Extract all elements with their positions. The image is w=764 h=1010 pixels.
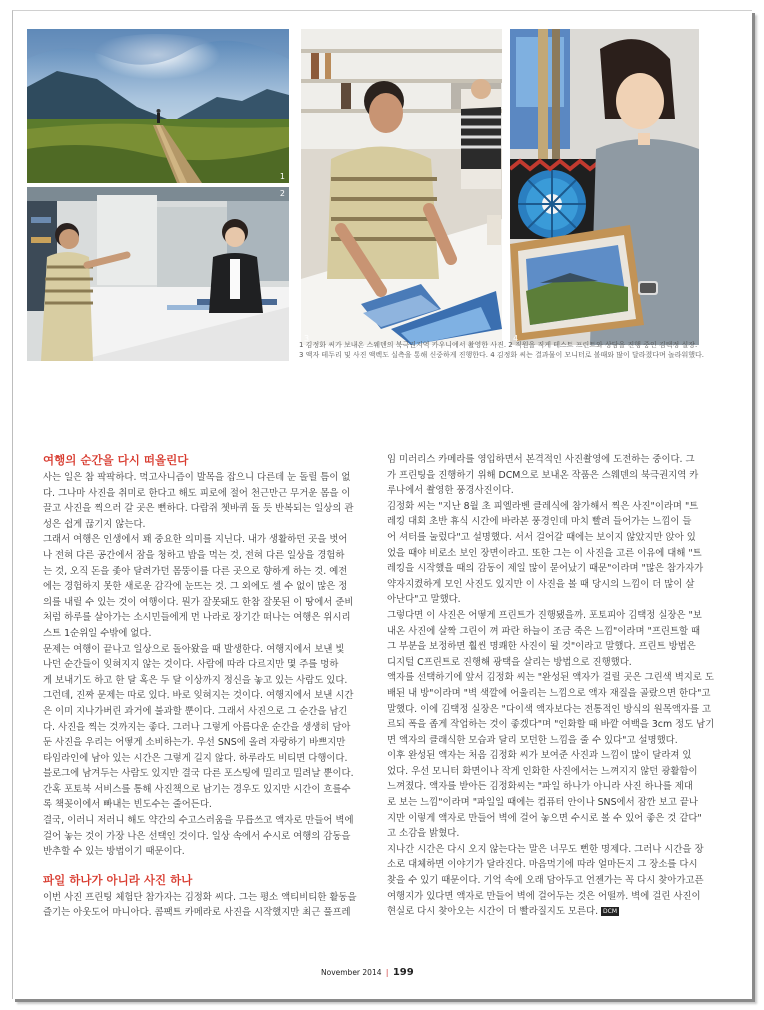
magazine-page <box>12 10 752 999</box>
text-line: 성은 쉽게 끊기지 않는다. <box>43 518 146 530</box>
caption-line-2: 3 액자 테두리 및 사진 액렉도 실측을 통해 신중하게 진행한다. 4 김정화 씨는 결과물이 모니터로 볼때와 많이 달라졌다며 놀라워했다. <box>299 350 705 359</box>
framed-result-illustration <box>510 29 699 345</box>
photo-captions <box>299 341 744 360</box>
text-line: 지만 이렇게 액자로 만들어 벽에 걸어 놓으면 수시로 볼 수 있어 좋은 것 같다" <box>387 812 702 824</box>
text-line: 디지털 C프린트로 진행해 광택을 살리는 방법으로 진행했다. <box>387 656 632 668</box>
fan-decoration <box>518 170 586 238</box>
photo-3-framing <box>301 29 502 345</box>
photo-4-framed-result <box>510 29 699 345</box>
photo-number-3: 3 <box>304 334 310 343</box>
text-line: 지나간 시간은 다시 오지 않는다는 말은 너무도 뻔한 명제다. 그러나 시간을 장 <box>387 843 704 855</box>
section-heading-1: 여행의 순간을 다시 떠올린다 <box>43 453 189 467</box>
text-line: 타임라인에 남아 있는 시간은 그렇게 길지 않다. 하루라도 비티면 다행이다. <box>43 752 348 764</box>
framing-illustration <box>301 29 502 345</box>
text-line: 다. 그나마 사진을 취미로 한다고 해도 피로에 절어 천근만근 무거운 몸을 이 <box>43 487 351 499</box>
text-line: 문제는 여행이 끝나고 일상으로 돌아왔을 때 발생한다. 여행지에서 보낸 빛 <box>43 643 345 655</box>
text-line: 나던 순간들이 잊혀지지 않는 것이다. 사람에 따라 다르지만 몇 주를 멍하 <box>43 659 339 671</box>
text-line: 그런데, 진짜 문제는 따로 있다. 바로 잊혀지는 것이다. 여행지에서 보낸 시간 <box>43 690 354 702</box>
text-line: 소로 대체하면 이야기가 달라진다. 마음먹기에 따라 얼마든지 그 장소를 다시 <box>387 859 698 871</box>
text-line: 어 셔터를 눌렀다"고 설명했다. 서서 걸어갈 때에는 보이지 않았지만 앉아 있 <box>387 531 696 543</box>
text-line: 레킹을 시작했을 때의 감동이 제일 많이 묻어났기 때문"이라며 "많은 참가자가 <box>387 563 704 575</box>
text-line: 이번 사진 프린팅 체험단 참가자는 김정화 씨다. 그는 평소 액티비티한 활동을 <box>43 891 357 903</box>
text-line: 나 전혀 다른 공간에서 잠을 청하고 밥을 먹는 것, 전혀 다른 일상을 경험하 <box>43 549 345 561</box>
text-line: 이후 완성된 액자는 처음 김정화 씨가 보여준 사진과 느낌이 많이 달라져 있 <box>387 750 692 762</box>
footer-issue-date: November 2014 <box>321 968 382 977</box>
photo-number-1: 1 <box>279 172 285 181</box>
text-line: 고 소감을 밝혔다. <box>387 828 460 840</box>
text-line: 끌고 사진을 찍으러 갈 곳은 뻔하다. 다람쥐 쳇바퀴 돌 듯 반복되는 일상의 관 <box>43 503 354 515</box>
text-line: 그래서 여행은 인생에서 꽤 중요한 의미를 지닌다. 내가 생활하던 곳을 벗어 <box>43 534 348 546</box>
text-line: 처럼 하루를 살아가는 소시민들에게 먼 나라로 장기간 떠나는 여행은 위시리 <box>43 612 351 624</box>
article-left-column <box>43 452 377 921</box>
section2-body <box>43 890 377 921</box>
text-line: 었다. 우선 모니터 화면이나 작게 인화한 사진에서는 느껴지지 않던 광활함이 <box>387 765 698 777</box>
text-line: 의를 내릴 수 있는 것이 여행이다. 뭔가 잘못돼도 한참 잘못된 이 땅에서 준비 <box>43 596 354 608</box>
dcm-end-mark: DCM <box>603 908 618 916</box>
text-line: 레킹 대회 초반 휴식 시간에 바라본 풍경인데 마치 빨려 들어가는 느낌이 들 <box>387 516 692 528</box>
right-column-body <box>387 452 731 920</box>
text-line: 록 책꽂이에서 빠내는 빈도수는 줄어든다. <box>43 799 212 811</box>
text-line: 김정화 씨는 "지난 8월 초 피엘라벤 클레식에 참가해서 찍은 사진"이라며 "트 <box>387 500 699 512</box>
consultation-illustration <box>27 187 289 361</box>
text-line: 사는 일은 참 팍팍하다. 먹고사니즘이 발목을 잡으니 다른데 눈 돌릴 틈이 없 <box>43 472 351 483</box>
text-line: 로 보는 느낌"이라며 "파일일 때에는 컴퓨터 안이나 SNS에서 잠깐 보고 끝나 <box>387 797 698 809</box>
text-line: 말했다. 이에 김택정 실장은 "다이색 액자보다는 전통적인 방식의 원목액자를 고 <box>387 703 711 715</box>
text-line: 은 이미 지나가버린 과거에 불과할 뿐이다. 그래서 사진으로 그 순간을 남긴 <box>43 705 348 717</box>
page-footer <box>321 967 414 978</box>
text-line: 배된 내 방"이라며 "벽 색깔에 어울리는 느낌으로 액자 재질을 골랐으면 한다"고 <box>387 687 711 699</box>
text-line: 그렇다면 이 사진은 어떻게 프린트가 진행됐을까. 포토피아 김택정 실장은 "보 <box>387 609 702 621</box>
text-line: 르되 폭을 좁게 작업하는 것이 좋겠다"며 "인화할 때 바깥 여백을 3cm 정도 남기 <box>387 719 715 731</box>
text-line: 다. 사진을 찍는 것까지는 좋다. 그러나 그렇게 아름다운 순간을 생생히 담아 <box>43 721 351 733</box>
text-line: 간혹 포토북 서비스를 통해 사진책으로 남기는 경우도 있지만 시간이 흐를수 <box>43 783 351 795</box>
text-line: 반추할 수 있는 방법이기 때문이다. <box>43 846 185 858</box>
section1-body <box>43 470 377 860</box>
article-right-column <box>387 452 731 920</box>
text-line: 아난다"고 말했다. <box>387 594 461 606</box>
photo-number-4: 4 <box>513 334 519 343</box>
page-number: 199 <box>392 967 414 978</box>
text-line-last <box>387 904 731 920</box>
text-line: 블로그에 남겨두는 사람도 있지만 결국 다른 포스팅에 밀리고 밀려날 뿐이다. <box>43 768 354 780</box>
text-line: 여행지가 있다면 액자로 만들어 벽에 걸어두는 것은 어떨까. 벽에 걸린 사진이 <box>387 890 701 902</box>
text-line: 찾을 수 있기 때문이다. 기억 속에 오래 담아두고 언젠가는 꼭 다시 찾아가고픈 <box>387 875 704 887</box>
text-line: 내온 사진에 살짝 그린이 껴 파란 하늘이 조금 죽은 느낌"이라며 "프린트할 때 <box>387 625 701 637</box>
caption-line-1: 1 김정화 씨가 보내온 스웨덴의 북극권지역 카우니에서 촬영한 사진. 2 직원을 직게 테스트 프린트와 상담을 진행 중인 김택정 실장. <box>299 341 698 349</box>
text-line: 그 부분을 보정하면 훨씬 명쾌한 사진이 될 것"이라고 말했다. 프린트 방법은 <box>387 641 696 653</box>
text-line: 는 것, 오직 돈을 좇아 달려가던 몸뚱이를 다른 곳으로 향하게 하는 것. 예전 <box>43 565 348 577</box>
text-line: 약자지켰하게 모인 사진도 있지만 이 사진을 볼 때 당시의 느낌이 더 많이 살 <box>387 578 695 590</box>
text-line: 즐기는 아웃도어 마니아다. 콤팩트 카메라로 사진을 시작했지만 최근 풀프레 <box>43 907 351 919</box>
footer-separator: | <box>385 968 389 977</box>
text-line: 에는 경험하지 못한 새로운 감각에 눈뜨는 것. 그 외에도 셀 수 없이 많은 정 <box>43 581 348 593</box>
photo-1-landscape <box>27 29 289 183</box>
text-line: 스트 1순위일 수밖에 없다. <box>43 627 152 639</box>
text-line: 액자를 선택하기에 앞서 김정화 씨는 "완성된 액자가 걸릴 곳은 그린색 벽지로 도 <box>387 672 714 684</box>
landscape-illustration <box>27 29 289 183</box>
text-line: 루나에서 촬영한 풍경사진이다. <box>387 485 514 497</box>
text-line: 결국, 이러니 저러니 해도 약간의 수고스러움을 무릅쓰고 액자로 만들어 벽에 <box>43 815 354 827</box>
text-line: 걸어 놓는 것이 가장 나은 선택인 것이다. 일상 속에서 수시로 여행의 감동을 <box>43 830 351 842</box>
text-line: 가 프린팅을 진행하기 위해 DCM으로 보내온 작품은 스웨덴의 북극권지역 카 <box>387 469 699 481</box>
text-line: 면 액자의 클래식한 모습과 달리 모던한 느낌을 줄 수 있다"고 설명했다. <box>387 734 678 746</box>
photo-2-consultation <box>27 187 289 361</box>
text-line: 임 미러리스 카메라를 영입하면서 본격적인 사진촬영에 도전하는 중이다. 그 <box>387 454 695 465</box>
text-line: 현실로 다시 찾아오는 시간이 더 빨라질지도 모른다. <box>387 906 599 918</box>
text-line: 둔 사진을 우리는 어떻게 소비하는가. 우선 SNS에 올려 자랑하기 바쁘지만 <box>43 737 346 749</box>
photo-number-2: 2 <box>279 189 285 198</box>
text-line: 느껴졌다. 액자를 받아든 김정화씨는 "파일 하나가 아니라 사진 하나를 제대 <box>387 781 693 793</box>
section-heading-2: 파일 하나가 아니라 사진 하나 <box>43 872 193 887</box>
text-line: 게 보내기도 하고 한 달 혹은 두 달 이상까지 정신을 놓고 있는 사람도 있다. <box>43 674 348 686</box>
text-line: 었을 때야 비로소 보인 장면이라고. 또한 그는 이 사진을 고른 이유에 대해 "트 <box>387 547 702 559</box>
